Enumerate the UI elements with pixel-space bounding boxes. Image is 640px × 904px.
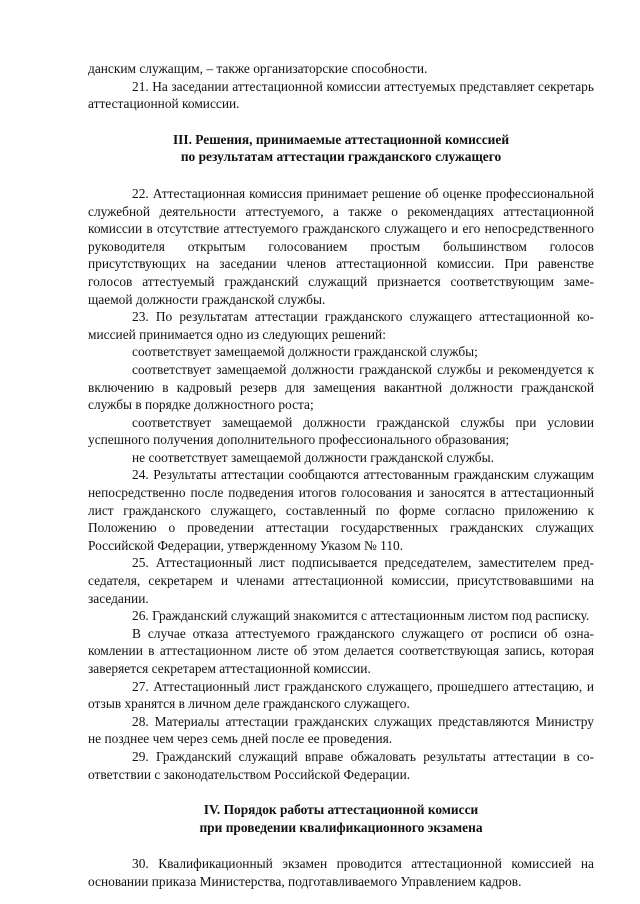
section-3-heading-line-2: по результатам аттестации гражданского служащего [180, 149, 502, 165]
paragraph-24: 24. Результаты аттестации сообщаются аттестованным гражданским служащим непосредственно после подведения итогов голосования и заносятся в аттестационный лист гражданского служащего, составленный по форме согласно приложению к Положению о проведении аттестации государственных гражданских служащих Российской Федерации, утвержденному Указом № 110. [88, 467, 594, 553]
paragraph-28: 28. Материалы аттестации гражданских служащих представляются Министру не позднее чем через семь дней после ее проведения. [88, 713, 594, 747]
paragraph-22: 22. Аттестационная комиссия принимает решение об оценке профессиональной служебной деятельности аттестуемого, а также о рекомендациях аттестационной комиссии в отсутствие аттестуемого гражданского служащего и его непосредственного руководителя открытым голосованием простым большинством голосов присутствующих на заседании членов аттестационной комиссии. При равенстве голосов аттестуемый гражданский служащий признается соответствующим замещаемой должности гражданской службы. [88, 185, 594, 307]
paragraph-23: 23. По результатам аттестации гражданского служащего аттестационной комиссией принимается одно из следующих решений: [88, 309, 594, 342]
paragraph-27: 27. Аттестационный лист гражданского служащего, прошедшего аттестацию, и отзыв хранятся в личном деле гражданского служащего. [88, 678, 594, 712]
document-page [88, 60, 594, 891]
decision-option-4: не соответствует замещаемой должности гражданской службы. [132, 449, 494, 465]
decision-option-3: соответствует замещаемой должности гражданской службы при условии успешного получения дополнительного профессионального образования; [88, 414, 594, 448]
decision-option-1: соответствует замещаемой должности гражданской службы; [132, 344, 478, 360]
paragraph-29: 29. Гражданский служащий вправе обжаловать результаты аттестации в соответствии с законодательством Российской Федерации. [88, 748, 594, 782]
paragraph-30: 30. Квалификационный экзамен проводится аттестационной комиссией на основании приказа Министерства, подготавливаемого Управлением кадров. [88, 856, 594, 889]
paragraph-25: 25. Аттестационный лист подписывается председателем, заместителем председателя, секретарем и членами аттестационной комиссии, присутствовавшими на заседании. [88, 555, 594, 606]
paragraph-26-refusal: В случае отказа аттестуемого гражданского служащего от росписи об ознакомлении в аттестационном листе об этом делается соответствующая запись, которая заверяется секретарем аттестационной комиссии. [88, 625, 594, 676]
section-3-heading-line-1: III. Решения, принимаемые аттестационной комиссией [172, 131, 510, 147]
paragraph-21: 21. На заседании аттестационной комиссии аттестуемых представляет секретарь аттестационной комиссии. [88, 78, 594, 112]
paragraph-continued: данским служащим, – также организаторские способности. [88, 61, 428, 76]
section-4-heading-line-2: при проведении квалификационного экзамена [199, 819, 483, 835]
decision-option-2: соответствует замещаемой должности гражданской службы и рекомендуется к включению в кадровый резерв для замещения вакантной должности гражданской службы в порядке должностного роста; [88, 361, 594, 413]
section-4-heading-line-1: IV. Порядок работы аттестационной комисси [203, 802, 479, 818]
paragraph-26: 26. Гражданский служащий знакомится с аттестационным листом под расписку. [132, 608, 590, 624]
